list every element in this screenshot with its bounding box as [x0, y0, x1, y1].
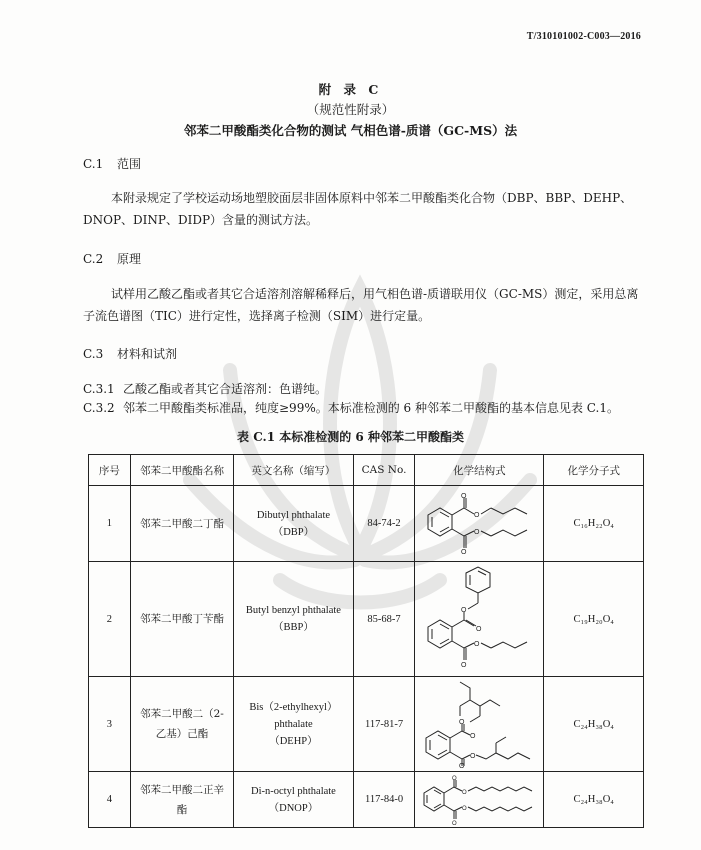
header-cell: 序号 — [89, 455, 131, 486]
svg-text:O: O — [474, 511, 480, 519]
section-title: 范围 — [117, 157, 142, 171]
molecular-formula: C₁₆H₂₂O₄ — [544, 486, 644, 562]
svg-text:O: O — [461, 492, 467, 500]
cn-name: 邻苯二甲酸丁苄酯 — [130, 562, 233, 677]
section-number: C.1 — [83, 157, 104, 171]
structure-cell — [415, 562, 544, 677]
table-row — [89, 772, 644, 828]
molecular-formula: C₂₄H₃₈O₄ — [544, 772, 644, 828]
table-header-row — [89, 455, 644, 486]
cn-name-cell — [130, 677, 233, 772]
cas-number: 117-81-7 — [353, 677, 415, 772]
cas-number: 84-74-2 — [353, 486, 415, 562]
structure-cell — [415, 772, 544, 828]
header-cell: 英文名称（缩写） — [234, 455, 354, 486]
row-number: 2 — [89, 562, 131, 677]
svg-text:O: O — [461, 607, 467, 614]
en-name: Dibutyl phthalate — [256, 509, 331, 521]
molecular-formula: C₂₄H₃₈O₄ — [544, 677, 644, 772]
phthalate-table — [88, 454, 644, 828]
header-cell: 化学结构式 — [415, 455, 544, 486]
table-row — [89, 562, 644, 677]
abbreviation: （DNOP） — [268, 802, 319, 814]
cn-name: 邻苯二甲酸二丁酯 — [130, 486, 233, 562]
cas-number: 85-68-7 — [353, 562, 415, 677]
item-text: 邻苯二甲酸酯类标准品，纯度≥99%。本标准检测的 6 种邻苯二甲酸酯的基本信息见表 C.1。 — [123, 401, 620, 415]
svg-text:O: O — [470, 753, 476, 760]
en-name-cell — [234, 562, 354, 677]
row-number: 3 — [89, 677, 131, 772]
structure-cell — [415, 677, 544, 772]
section-heading-c3 — [83, 345, 177, 362]
en-name-line2: phthalate — [274, 718, 313, 730]
dnop-structure-icon — [418, 775, 540, 825]
section-title: 材料和试剂 — [117, 347, 178, 361]
header-cell: 化学分子式 — [544, 455, 644, 486]
cn-name-cell — [130, 772, 233, 828]
en-name: Butyl benzyl phthalate — [245, 605, 341, 616]
en-name-line1: Bis（2-ethylhexyl） — [249, 701, 338, 713]
table-row — [89, 486, 644, 562]
section-heading-c2 — [83, 250, 141, 267]
table-row — [89, 677, 644, 772]
cn-name-line2: 酯 — [176, 803, 188, 816]
appendix-title: 附 录 C — [318, 82, 383, 97]
cn-name-line1: 邻苯二甲酸二（2- — [140, 708, 224, 720]
list-item — [83, 399, 619, 416]
abbreviation: （BBP） — [273, 622, 314, 633]
table-caption: 表 C.1 本标准检测的 6 种邻苯二甲酸酯类 — [237, 430, 464, 444]
section-title: 原理 — [117, 252, 142, 266]
section-number: C.3 — [83, 347, 104, 361]
header-cell: CAS No. — [353, 455, 415, 486]
cas-number: 117-84-0 — [353, 772, 415, 828]
item-text: 乙酸乙酯或者其它合适溶剂：色谱纯。 — [123, 382, 328, 396]
svg-text:O: O — [459, 719, 465, 726]
section-number: C.2 — [83, 252, 104, 266]
section-body-c2: 试样用乙酸乙酯或者其它合适溶剂溶解稀释后，用气相色谱-质谱联用仪（GC-MS）测定，采用总离子流色谱图（TIC）进行定性，选择离子检测（SIM）进行定量。 — [83, 287, 639, 323]
appendix-main-title: 邻苯二甲酸酯类化合物的测试 气相色谱-质谱（GC-MS）法 — [183, 123, 518, 138]
section-body-c1: 本附录规定了学校运动场地塑胶面层非固体原料中邻苯二甲酸酯类化合物（DBP、BBP、DEHP、DNOP、DINP、DIDP）含量的测试方法。 — [83, 191, 633, 227]
cn-name-line2: 乙基）己酯 — [155, 728, 209, 740]
en-name-cell — [234, 772, 354, 828]
row-number: 1 — [89, 486, 131, 562]
header-cell: 邻苯二甲酸酯名称 — [130, 455, 233, 486]
en-name: Di-n-octyl phthalate — [251, 785, 336, 797]
section-heading-c1 — [83, 155, 141, 172]
abbreviation: （DEHP） — [269, 735, 318, 747]
dbp-structure-icon — [418, 493, 540, 555]
item-number: C.3.2 — [83, 401, 115, 415]
svg-text:O: O — [459, 763, 465, 768]
list-item — [83, 380, 327, 397]
standard-code: T/310101002-C003—2016 — [526, 31, 641, 42]
item-number: C.3.1 — [83, 382, 115, 396]
cn-name-line1: 邻苯二甲酸二正辛 — [139, 783, 224, 796]
svg-text:O: O — [474, 641, 480, 648]
svg-text:O: O — [474, 528, 480, 536]
svg-text:O: O — [452, 775, 458, 782]
svg-text:O: O — [452, 820, 458, 825]
svg-text:O: O — [462, 805, 468, 812]
molecular-formula: C₁₉H₂₀O₄ — [544, 562, 644, 677]
appendix-subtitle: （规范性附录） — [306, 102, 395, 117]
structure-cell — [415, 486, 544, 562]
svg-text:O: O — [462, 789, 468, 796]
en-name-cell — [234, 677, 354, 772]
dehp-structure-icon — [418, 680, 540, 768]
abbreviation: （DBP） — [272, 526, 315, 538]
svg-text:O: O — [461, 662, 467, 669]
svg-text:O: O — [476, 626, 482, 633]
svg-text:O: O — [461, 548, 467, 555]
bbp-structure-icon — [418, 565, 540, 673]
svg-text:O: O — [470, 733, 476, 740]
row-number: 4 — [89, 772, 131, 828]
en-name-cell — [234, 486, 354, 562]
